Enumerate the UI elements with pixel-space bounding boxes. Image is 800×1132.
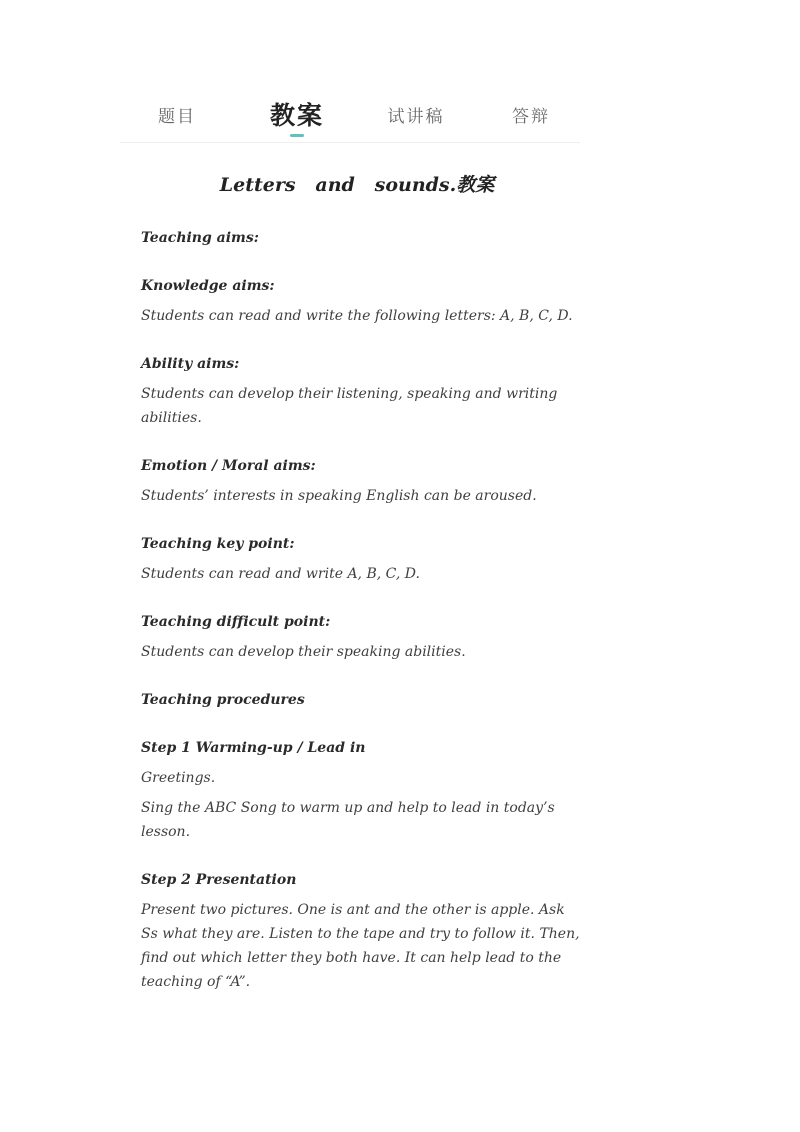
key-point-text: Students can read and write A, B, C, D. xyxy=(141,566,420,582)
emotion-aims-heading: Emotion / Moral aims: xyxy=(141,458,316,474)
ability-aims-text: Students can develop their listening, speaking and writing abilities. xyxy=(141,386,558,426)
procedures-heading: Teaching procedures xyxy=(141,692,305,708)
tab-trial-lecture[interactable]: 试讲稿 xyxy=(387,106,445,127)
difficult-point-text: Students can develop their speaking abilities. xyxy=(141,644,466,660)
step2-text: Present two pictures. One is ant and the other is apple. Ask Ss what they are. Listen to the tape and try to follow it. Then, find out which letter they both have. It can help lead to the teaching of “A”. xyxy=(141,902,580,990)
tab-lesson-plan[interactable]: 教案 xyxy=(269,101,324,130)
lesson-plan-document xyxy=(141,168,581,994)
step2-heading: Step 2 Presentation xyxy=(141,872,297,888)
step1-heading: Step 1 Warming-up / Lead in xyxy=(141,740,366,756)
active-tab-indicator xyxy=(290,134,304,137)
knowledge-aims-text: Students can read and write the following letters: A, B, C, D. xyxy=(141,308,573,324)
difficult-point-heading: Teaching difficult point: xyxy=(141,614,331,630)
tab-topic[interactable]: 题目 xyxy=(158,106,196,127)
teaching-aims-heading: Teaching aims: xyxy=(141,230,259,246)
step1-greetings: Greetings. xyxy=(141,770,216,786)
ability-aims-heading: Ability aims: xyxy=(141,356,240,372)
key-point-heading: Teaching key point: xyxy=(141,536,295,552)
emotion-aims-text: Students’ interests in speaking English can be aroused. xyxy=(141,488,537,504)
document-title: Letters and sounds.教案 xyxy=(219,174,495,196)
tab-bar xyxy=(120,92,580,143)
step1-song: Sing the ABC Song to warm up and help to lead in today’s lesson. xyxy=(141,800,555,840)
knowledge-aims-heading: Knowledge aims: xyxy=(141,278,275,294)
tab-defense[interactable]: 答辩 xyxy=(512,106,550,127)
